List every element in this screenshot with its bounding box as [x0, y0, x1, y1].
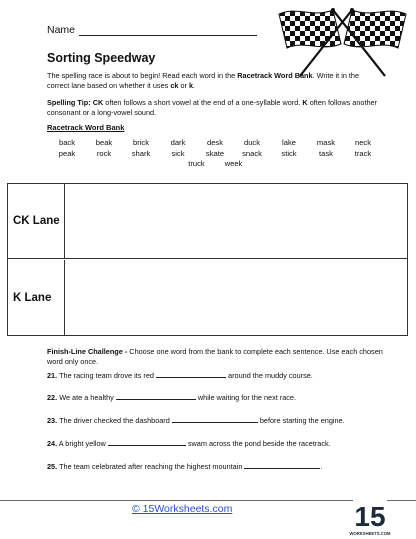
- bank-word: rock: [96, 148, 112, 158]
- spelling-tip: Spelling Tip: CK often follows a short vowel at the end of a one-syllable word. K often follows another consonant or a long-vowel sound.: [47, 98, 378, 117]
- k-lane-answer-area[interactable]: [66, 260, 407, 335]
- bank-word: lake: [282, 138, 296, 147]
- ck-lane-row: [8, 184, 407, 259]
- bank-word: task: [319, 148, 333, 158]
- answer-blank[interactable]: [244, 461, 320, 469]
- intro-text: The spelling race is about to begin! Read each word in the Racetrack Word Bank. Write it in the correct lane based on whether it uses ck or k.: [47, 71, 360, 90]
- answer-blank[interactable]: [116, 392, 196, 400]
- tip-label: Spelling Tip:: [47, 98, 93, 107]
- logo-number: 15: [354, 501, 386, 532]
- bank-word: duck: [243, 138, 261, 147]
- k-lane-label: K Lane: [8, 260, 65, 335]
- bank-word: dark: [170, 138, 186, 147]
- finish-line-heading: Finish-Line Challenge -: [47, 347, 130, 356]
- answer-blank[interactable]: [156, 370, 226, 378]
- bank-word: desk: [206, 138, 224, 147]
- answer-blank[interactable]: [172, 415, 258, 423]
- bank-word: week: [224, 159, 243, 168]
- sorting-table: [7, 183, 408, 336]
- bank-word: back: [58, 138, 76, 147]
- bank-word: brick: [132, 138, 150, 147]
- name-label: Name: [47, 24, 76, 36]
- word-bank-title: Racetrack Word Bank: [47, 123, 125, 132]
- word-bank: [30, 138, 400, 170]
- ck-lane-answer-area[interactable]: [66, 184, 407, 258]
- word-bank-row: [30, 149, 400, 160]
- 15worksheets-logo: [349, 498, 391, 538]
- word-bank-row: [30, 159, 400, 170]
- answer-blank[interactable]: [108, 438, 186, 446]
- word-bank-row: [30, 138, 400, 149]
- footer-link[interactable]: © 15Worksheets.com: [132, 503, 233, 515]
- bank-word: snack: [242, 148, 262, 158]
- bank-word: shark: [131, 148, 151, 158]
- bank-word: beak: [95, 138, 113, 147]
- sentence-item: 21. The racing team drove its red around the muddy course.: [47, 371, 313, 380]
- finish-line-instructions: Finish-Line Challenge - Choose one word from the bank to complete each sentence. Use each chosen word only once.: [47, 347, 383, 366]
- page-title: Sorting Speedway: [47, 51, 156, 65]
- ck-lane-label: CK Lane: [8, 184, 65, 258]
- word-bank-reference: Racetrack Word Bank: [237, 71, 313, 80]
- k-lane-row: [8, 260, 407, 335]
- bank-word: truck: [188, 159, 205, 168]
- name-field[interactable]: [47, 24, 257, 36]
- name-line[interactable]: [79, 26, 257, 36]
- checkered-flags-icon: [275, 6, 410, 78]
- sentence-item: 23. The driver checked the dashboard before starting the engine.: [47, 416, 345, 425]
- bank-word: track: [354, 148, 372, 158]
- bank-word: peak: [58, 148, 76, 158]
- bank-word: neck: [354, 138, 372, 147]
- bank-word: mask: [316, 138, 336, 147]
- sentence-item: 24. A bright yellow swam across the pond beside the racetrack.: [47, 439, 331, 448]
- bank-word: stick: [281, 148, 297, 158]
- sentence-item: 22. We ate a healthy while waiting for the next race.: [47, 393, 297, 402]
- logo-text: WORKSHEETS.COM: [349, 531, 391, 536]
- bank-word: sick: [171, 148, 185, 158]
- sentence-item: 25. The team celebrated after reaching the highest mountain .: [47, 462, 323, 471]
- bank-word: skate: [205, 148, 225, 158]
